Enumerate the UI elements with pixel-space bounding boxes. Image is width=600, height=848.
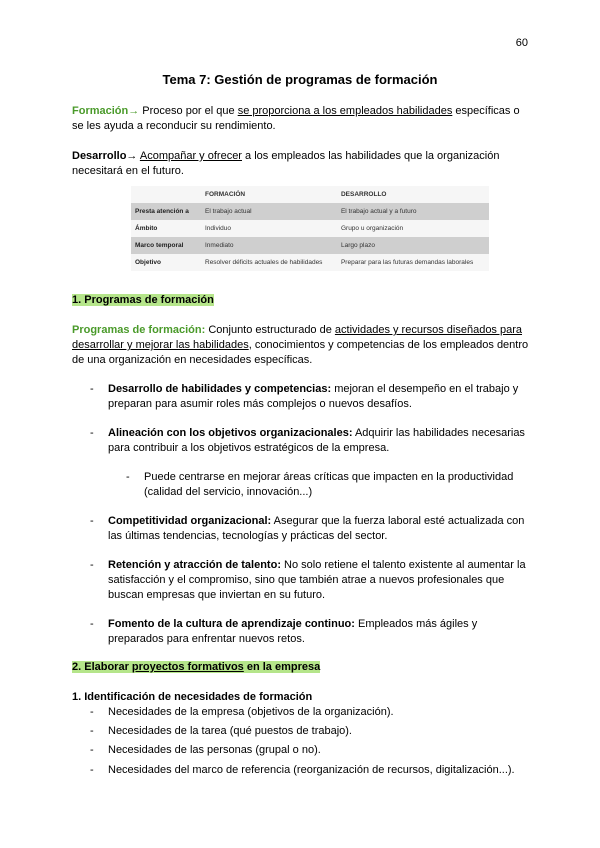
bullet-body: Adquirir las habilidades necesarias para contribuir a los objetivos estratégicos de la empresa.	[108, 427, 525, 454]
table-cell: Grupo u organización	[337, 220, 489, 237]
table-cell: Largo plazo	[337, 237, 489, 254]
bullet-text	[108, 514, 530, 544]
table-cell: Resolver déficits actuales de habilidades	[201, 254, 337, 271]
programas-definition	[72, 323, 532, 368]
table-row-header: Objetivo	[131, 254, 201, 271]
section-2-text-2: en la empresa	[243, 661, 321, 673]
bullet-bold: Desarrollo de habilidades y competencias:	[108, 383, 332, 395]
list-item	[90, 763, 530, 778]
table-row	[131, 254, 489, 271]
bullet-dash: -	[90, 559, 94, 571]
bullet-bold: Fomento de la cultura de aprendizaje continuo:	[108, 618, 355, 630]
table-cell: Individuo	[201, 220, 337, 237]
comparison-table	[131, 186, 489, 271]
bullet-bold: Alineación con los objetivos organizacionales:	[108, 427, 353, 439]
desarrollo-underlined: Acompañar y ofrecer	[139, 150, 242, 162]
desarrollo-term: Desarrollo→	[72, 150, 138, 162]
programas-underlined: actividades y recursos diseñados para desarrollar y mejorar las habilidades	[72, 324, 523, 351]
identificacion-heading: 1. Identificación de necesidades de formación	[72, 691, 313, 703]
list-item	[90, 514, 530, 544]
page-title: Tema 7: Gestión de programas de formación	[162, 72, 438, 87]
table-cell: Preparar para las futuras demandas laborales	[337, 254, 489, 271]
programas-term: Programas de formación:	[72, 324, 206, 336]
section-1-heading	[72, 293, 532, 308]
formacion-text-2: específicas o se les ayuda a reconducir su rendimiento.	[72, 105, 520, 132]
bullet-text	[108, 617, 530, 647]
bullet-dash: -	[126, 471, 130, 483]
section-2-text-1: 2. Elaborar	[72, 661, 132, 673]
section-2-underlined: proyectos formativos	[131, 661, 244, 673]
page-number: 60	[515, 37, 528, 49]
desarrollo-text-2: a los empleados las habilidades que la organización necesitará en el futuro.	[72, 150, 500, 177]
bullet-dash: -	[90, 744, 94, 756]
bullet-dash: -	[90, 706, 94, 718]
formacion-definition	[72, 104, 532, 134]
list-item	[90, 724, 530, 739]
table-row-header: Marco temporal	[131, 237, 201, 254]
bullet-dash: -	[90, 515, 94, 527]
bullet-body: Necesidades del marco de referencia (reorganización de recursos, digitalización...).	[108, 764, 515, 776]
bullet-body: Asegurar que la fuerza laboral esté actualizada con las últimas tendencias, tecnologías y prácticas del sector.	[108, 515, 525, 542]
bullet-body: Necesidades de la empresa (objetivos de la organización).	[108, 706, 394, 718]
sub-list-item	[126, 470, 526, 500]
bullet-dash: -	[90, 725, 94, 737]
bullet-text	[108, 382, 530, 412]
bullet-body: No solo retiene el talento existente al aumentar la satisfacción y el compromiso, sino que también atrae a nuevos profesionales que buscan empresas que inviertan en su futuro.	[108, 559, 526, 601]
table-header-cell	[131, 186, 201, 203]
bullet-bold: Retención y atracción de talento:	[108, 559, 281, 571]
list-item	[90, 743, 530, 758]
bullet-text	[108, 558, 530, 603]
programas-text-2: , conocimientos y competencias de los empleados dentro de una organización en necesidades específicas.	[72, 339, 529, 366]
table-header-row	[131, 186, 489, 203]
table-cell: Inmediato	[201, 237, 337, 254]
table-header-cell: DESARROLLO	[337, 186, 489, 203]
bullet-dash: -	[90, 618, 94, 630]
list-item	[90, 558, 530, 603]
bullet-dash: -	[90, 383, 94, 395]
section-2-heading-text	[72, 661, 320, 673]
table-row	[131, 220, 489, 237]
table-row-header: Presta atención a	[131, 203, 201, 220]
bullet-body: Necesidades de la tarea (qué puestos de trabajo).	[108, 725, 352, 737]
table-header-cell: FORMACIÓN	[201, 186, 337, 203]
list-item	[90, 382, 530, 412]
bullet-body: Necesidades de las personas (grupal o no).	[108, 744, 321, 756]
section-1-heading-text: 1. Programas de formación	[72, 294, 214, 306]
list-item	[90, 426, 530, 456]
table-cell: El trabajo actual y a futuro	[337, 203, 489, 220]
formacion-text-1: Proceso por el que	[139, 105, 238, 117]
desarrollo-definition	[72, 149, 532, 179]
bullet-bold: Competitividad organizacional:	[108, 515, 272, 527]
formacion-underlined: se proporciona a los empleados habilidades	[237, 105, 453, 117]
bullet-body: mejoran el desempeño en el trabajo y preparan para asumir roles más complejos o nuevos desafíos.	[108, 383, 519, 410]
table-row-header: Ámbito	[131, 220, 201, 237]
bullet-body: Empleados más ágiles y preparados para enfrentar nuevos retos.	[108, 618, 478, 645]
section-2-heading	[72, 660, 532, 675]
table-row	[131, 237, 489, 254]
list-item	[90, 705, 530, 720]
bullet-text	[108, 426, 530, 456]
table-cell: El trabajo actual	[201, 203, 337, 220]
formacion-term: Formación→	[72, 105, 140, 117]
programas-text-1: Conjunto estructurado de	[205, 324, 335, 336]
bullet-dash: -	[90, 764, 94, 776]
list-item	[90, 617, 530, 647]
bullet-dash: -	[90, 427, 94, 439]
table-row	[131, 203, 489, 220]
bullet-body: Puede centrarse en mejorar áreas críticas que impacten en la productividad (calidad del servicio, innovación...)	[144, 471, 514, 498]
